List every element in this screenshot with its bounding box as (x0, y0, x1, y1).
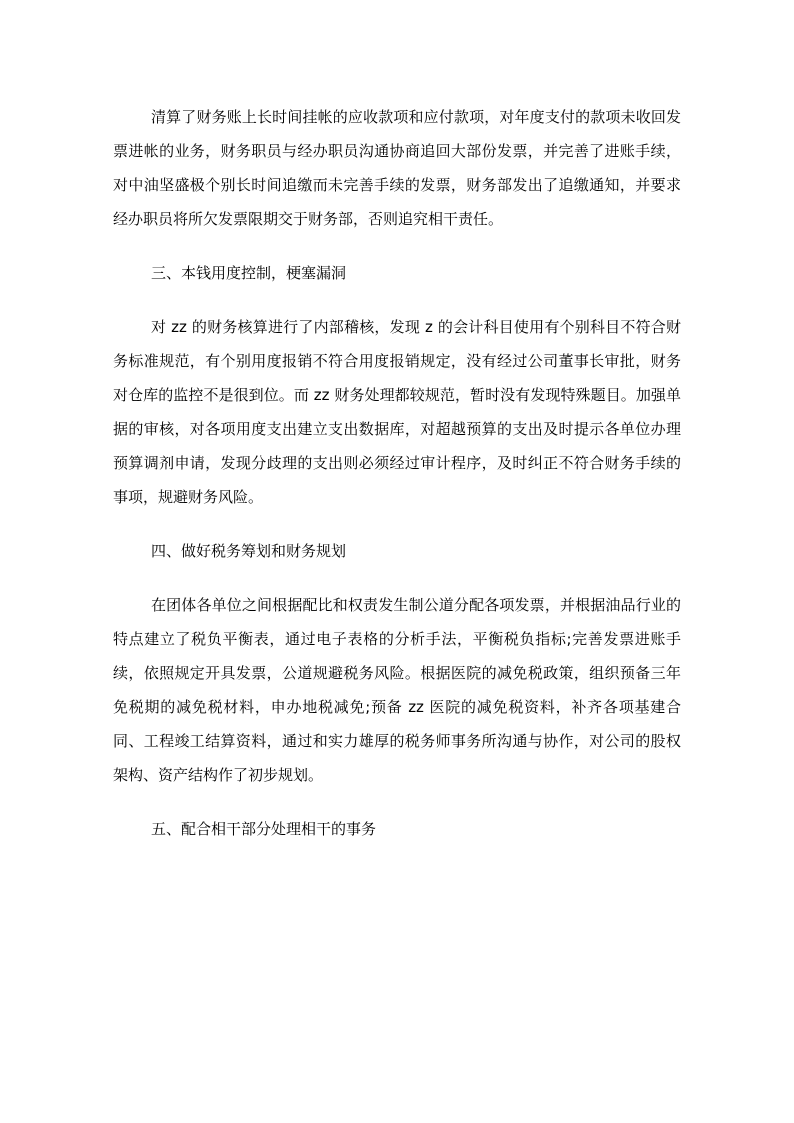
paragraph-internal-audit: 对 zz 的财务核算进行了内部稽核，发现 z 的会计科目使用有个别科目不符合财务标准规范，有个别用度报销不符合用度报销规定，没有经过公司董事长审批，财务对仓库的监控不是很到位。而 zz 财务处理都较规范，暂时没有发现特殊题目。加强单据的审核，对各项用度支出建立支出数据库，对超越预算的支出及时提示各单位办理预算调剂申请，发现分歧理的支出则必须经过审计程序，及时纠正不符合财务手续的事项，规避财务风险。 (113, 318, 681, 506)
document-body (113, 100, 681, 866)
section-heading-cooperation: 五、配合相干部分处理相干的事务 (151, 820, 377, 838)
paragraph-tax-planning: 在团体各单位之间根据配比和权责发生制公道分配各项发票，并根据油品行业的特点建立了税负平衡表，通过电子表格的分析手法，平衡税负指标;完善发票进账手续，依照规定开具发票，公道规避税务风险。根据医院的减免税政策，组织预备三年免税期的减免税材料，申办地税减免;预备 zz 医院的减免税资料，补齐各项基建合同、工程竣工结算资料，通过和实力雄厚的税务师事务所沟通与协作，对公司的股权架构、资产结构作了初步规划。 (113, 596, 681, 784)
paragraph-receivables: 清算了财务账上长时间挂帐的应收款项和应付款项，对年度支付的款项未收回发票进帐的业务，财务职员与经办职员沟通协商追回大部份发票，并完善了进账手续，对中油坚盛极个别长时间追缴而未完善手续的发票，财务部发出了追缴通知，并要求经办职员将所欠发票限期交于财务部，否则追究相干责任。 (113, 108, 681, 228)
section-heading-cost-control: 三、本钱用度控制，梗塞漏洞 (151, 264, 347, 282)
section-heading-tax-planning: 四、做好税务筹划和财务规划 (151, 542, 347, 560)
